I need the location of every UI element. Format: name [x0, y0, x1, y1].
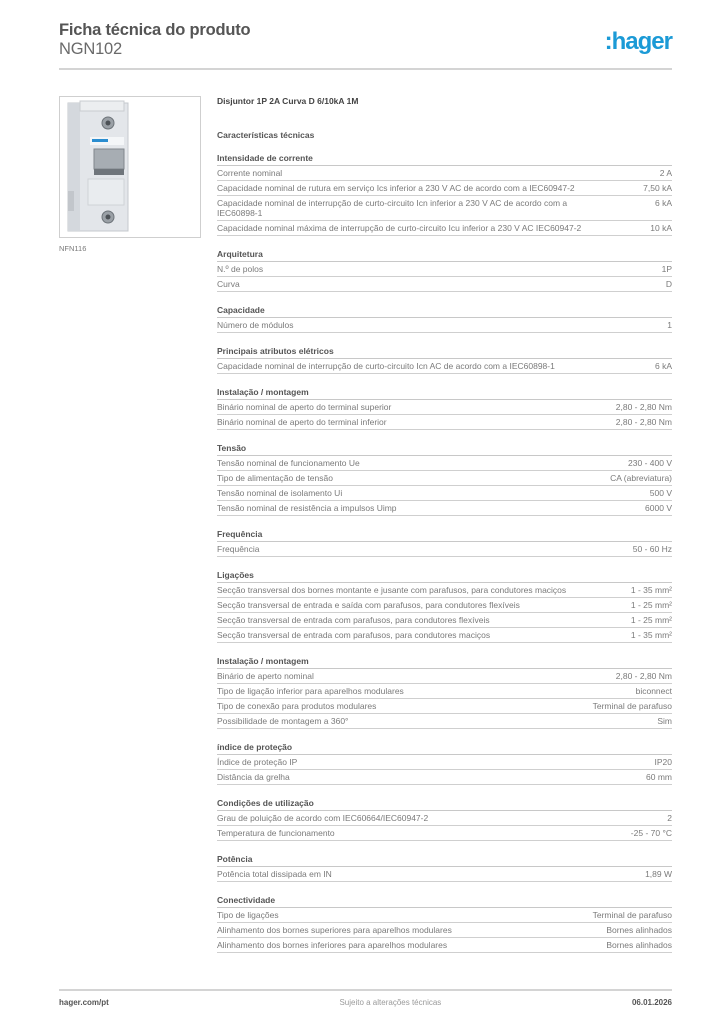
spec-label: Capacidade nominal de rutura em serviço Ics inferior a 230 V AC de acordo com a IEC60947-2 [217, 183, 575, 193]
spec-row [217, 770, 672, 785]
spec-value: biconnect [635, 686, 672, 696]
header-divider [59, 68, 672, 70]
group-title: Conectividade [217, 895, 672, 908]
group-title: Tensão [217, 443, 672, 456]
spec-value: 2,80 - 2,80 Nm [615, 671, 672, 681]
spec-label: Corrente nominal [217, 168, 283, 178]
spec-value: 2 A [659, 168, 672, 178]
spec-group [217, 153, 672, 236]
footer-website: hager.com/pt [59, 998, 109, 1007]
spec-row [217, 867, 672, 882]
section-heading: Características técnicas [217, 130, 315, 140]
spec-label: Capacidade nominal máxima de interrupção de curto-circuito Icu inferior a 230 V AC IEC60947-2 [217, 223, 582, 233]
group-title: Instalação / montagem [217, 656, 672, 669]
spec-value: Sim [657, 716, 672, 726]
spec-row [217, 166, 672, 181]
spec-value: CA (abreviatura) [610, 473, 672, 483]
spec-value: -25 - 70 °C [630, 828, 672, 838]
spec-label: Secção transversal de entrada com parafusos, para condutores flexíveis [217, 615, 490, 625]
spec-value: Terminal de parafuso [592, 701, 672, 711]
spec-row [217, 826, 672, 841]
group-title: Arquitetura [217, 249, 672, 262]
spec-row [217, 318, 672, 333]
spec-value: 1,89 W [645, 869, 672, 879]
spec-row [217, 583, 672, 598]
spec-group [217, 443, 672, 516]
spec-label: N.º de polos [217, 264, 264, 274]
spec-row [217, 613, 672, 628]
spec-label: Tensão nominal de isolamento Ui [217, 488, 343, 498]
spec-row [217, 811, 672, 826]
spec-value: Bornes alinhados [606, 940, 672, 950]
spec-label: Alinhamento dos bornes inferiores para aparelhos modulares [217, 940, 448, 950]
spec-row [217, 598, 672, 613]
spec-value: 2,80 - 2,80 Nm [615, 417, 672, 427]
spec-value: 1 - 35 mm² [630, 630, 672, 640]
spec-group [217, 387, 672, 430]
spec-label: Tensão nominal de resistência a impulsos Uimp [217, 503, 397, 513]
spec-row [217, 277, 672, 292]
spec-label: Secção transversal dos bornes montante e jusante com parafusos, para condutores maciços [217, 585, 567, 595]
spec-value: 1 - 25 mm² [630, 615, 672, 625]
spec-row [217, 669, 672, 684]
spec-row [217, 196, 672, 221]
footer-note: Sujeito a alterações técnicas [339, 998, 442, 1007]
spec-label: Tipo de ligações [217, 910, 279, 920]
group-title: Condições de utilização [217, 798, 672, 811]
spec-group [217, 656, 672, 729]
spec-label: Binário nominal de aperto do terminal inferior [217, 417, 387, 427]
spec-row [217, 542, 672, 557]
circuit-breaker-image [60, 97, 200, 237]
spec-label: Curva [217, 279, 240, 289]
product-image [59, 96, 201, 238]
spec-label: Potência total dissipada em IN [217, 869, 332, 879]
product-code: NGN102 [59, 40, 122, 58]
footer-divider [59, 989, 672, 991]
spec-value: Terminal de parafuso [592, 910, 672, 920]
group-title: Capacidade [217, 305, 672, 318]
group-title: Principais atributos elétricos [217, 346, 672, 359]
spec-group [217, 854, 672, 882]
group-title: Instalação / montagem [217, 387, 672, 400]
spec-value: Bornes alinhados [606, 925, 672, 935]
spec-label: Tipo de ligação inferior para aparelhos modulares [217, 686, 404, 696]
spec-label: Tipo de alimentação de tensão [217, 473, 333, 483]
spec-value: 6 kA [654, 198, 672, 208]
spec-value: 230 - 400 V [628, 458, 672, 468]
spec-label: Alinhamento dos bornes superiores para aparelhos modulares [217, 925, 452, 935]
hager-logo: :hager [604, 28, 672, 55]
spec-label: Possibilidade de montagem a 360° [217, 716, 349, 726]
spec-value: 500 V [649, 488, 672, 498]
spec-label: Número de módulos [217, 320, 294, 330]
spec-row [217, 699, 672, 714]
spec-value: IP20 [654, 757, 672, 767]
spec-label: Secção transversal de entrada e saída com parafusos, para condutores flexíveis [217, 600, 520, 610]
spec-group [217, 798, 672, 841]
spec-label: Grau de poluição de acordo com IEC60664/IEC60947-2 [217, 813, 429, 823]
spec-group [217, 742, 672, 785]
spec-row [217, 755, 672, 770]
spec-row [217, 359, 672, 374]
spec-row [217, 456, 672, 471]
group-title: índice de proteção [217, 742, 672, 755]
spec-row [217, 486, 672, 501]
group-title: Frequência [217, 529, 672, 542]
spec-row [217, 471, 672, 486]
spec-group [217, 570, 672, 643]
spec-value: 1 - 35 mm² [630, 585, 672, 595]
product-description: Disjuntor 1P 2A Curva D 6/10kA 1M [217, 96, 359, 106]
spec-value: 7,50 kA [643, 183, 672, 193]
spec-row [217, 221, 672, 236]
spec-row [217, 628, 672, 643]
spec-row [217, 714, 672, 729]
spec-group [217, 346, 672, 374]
spec-value: 1 - 25 mm² [630, 600, 672, 610]
spec-value: 10 kA [650, 223, 672, 233]
spec-sheet [217, 96, 672, 953]
spec-row [217, 938, 672, 953]
spec-group [217, 305, 672, 333]
spec-group [217, 895, 672, 953]
spec-label: Distância da grelha [217, 772, 290, 782]
page-footer [59, 998, 672, 1007]
spec-label: Temperatura de funcionamento [217, 828, 335, 838]
spec-row [217, 908, 672, 923]
spec-label: Tipo de conexão para produtos modulares [217, 701, 377, 711]
spec-label: Binário nominal de aperto do terminal superior [217, 402, 392, 412]
spec-group [217, 529, 672, 557]
group-title: Ligações [217, 570, 672, 583]
footer-date: 06.01.2026 [631, 998, 672, 1007]
image-caption: NFN116 [59, 244, 87, 253]
spec-value: 6 kA [654, 361, 672, 371]
spec-label: Secção transversal de entrada com parafusos, para condutores maciços [217, 630, 491, 640]
spec-row [217, 262, 672, 277]
spec-label: Tensão nominal de funcionamento Ue [217, 458, 360, 468]
spec-row [217, 501, 672, 516]
spec-row [217, 923, 672, 938]
spec-value: 50 - 60 Hz [632, 544, 672, 554]
spec-row [217, 684, 672, 699]
spec-value: 2 [667, 813, 672, 823]
spec-value: 2,80 - 2,80 Nm [615, 402, 672, 412]
spec-groups [217, 153, 672, 953]
spec-label: Capacidade nominal de interrupção de curto-circuito Icn inferior a 230 V AC de acordo com a IEC60898-1 [217, 198, 568, 218]
spec-value: 1P [661, 264, 672, 274]
spec-group [217, 249, 672, 292]
group-title: Potência [217, 854, 672, 867]
page-header [59, 20, 672, 59]
spec-value: 1 [667, 320, 672, 330]
spec-label: Binário de aperto nominal [217, 671, 314, 681]
spec-label: Capacidade nominal de interrupção de curto-circuito Icn AC de acordo com a IEC60898-1 [217, 361, 555, 371]
spec-value: D [665, 279, 672, 289]
spec-label: Frequência [217, 544, 260, 554]
group-title: Intensidade de corrente [217, 153, 672, 166]
spec-row [217, 400, 672, 415]
spec-value: 6000 V [645, 503, 672, 513]
spec-row [217, 415, 672, 430]
spec-label: Índice de proteção IP [217, 757, 298, 767]
spec-value: 60 mm [646, 772, 672, 782]
page-title: Ficha técnica do produto [59, 21, 251, 39]
spec-row [217, 181, 672, 196]
